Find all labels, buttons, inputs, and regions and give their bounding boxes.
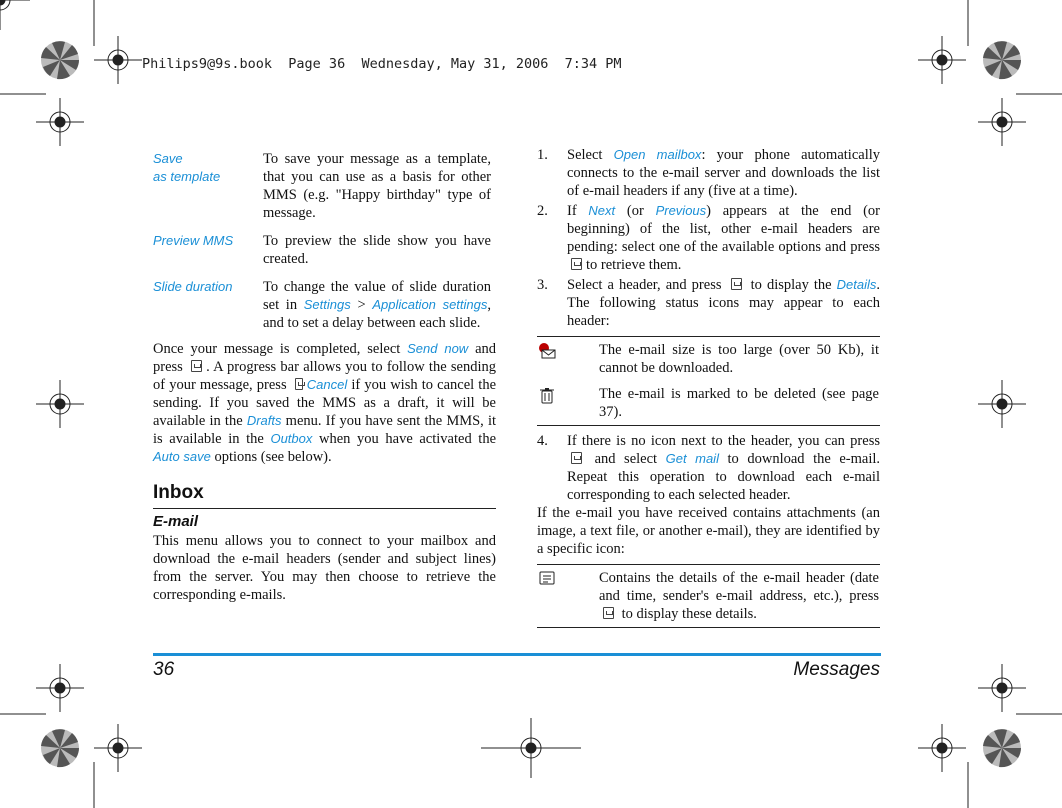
para-text: Once your message is completed, select (153, 341, 401, 357)
link-application-settings[interactable]: Application settings (372, 297, 488, 312)
attachment-icon-table (537, 564, 880, 628)
link-details[interactable]: Details (836, 277, 877, 292)
page-number: 36 (153, 659, 175, 680)
para-text: menu. If you have sent the MMS, it is available in the (153, 413, 497, 447)
link-settings[interactable]: Settings (303, 297, 351, 312)
step-text: If there is no icon next to the header, you can press (567, 433, 880, 449)
step-1 (537, 146, 880, 200)
step-3 (537, 276, 880, 330)
attachments-paragraph: If the e-mail you have received contains attachments (an image, a text file, or another e-mail), they are identified by a specific icon: (537, 505, 880, 557)
step-4 (537, 432, 880, 504)
section-heading-inbox: Inbox (153, 482, 204, 503)
ok-key-icon (571, 258, 582, 270)
ok-key-icon (191, 360, 202, 372)
heading-rule (153, 508, 496, 509)
para-text: options (see below). (214, 449, 332, 465)
desc-save-as-template: To save your message as a template, that you can use as a basis for other MMS (e.g. "Happy birthday" type of message. (263, 151, 491, 221)
right-column (537, 146, 880, 628)
step-number: 2. (537, 203, 548, 219)
ok-key-icon (571, 452, 582, 464)
ok-key-icon (603, 607, 614, 619)
attachment-row-details (537, 565, 880, 627)
definition-slide-duration (153, 278, 496, 332)
step-text: ) appears at the end (or beginning) of the list, other e-mail headers are pending: select one of the available options and press (567, 203, 881, 255)
footer-rule (153, 653, 881, 656)
link-previous[interactable]: Previous (655, 203, 707, 218)
step-text: : your phone automatically connects to the e-mail server and downloads the list of e-mail headers if any (five at a time). (567, 147, 880, 199)
cancel-key-icon (295, 378, 303, 390)
step-number: 4. (537, 433, 548, 449)
para-text: when you have activated the (319, 431, 497, 447)
email-details-icon (537, 569, 599, 623)
step-text: to display the (750, 277, 832, 293)
email-paragraph: This menu allows you to connect to your mailbox and download the e-mail headers (sender and subject lines) from the server. You may then choose to retrieve the corresponding e-mails. (153, 533, 496, 603)
email-too-large-icon (537, 341, 599, 377)
attachment-text (599, 569, 879, 623)
definition-preview (153, 232, 496, 268)
step-number: 3. (537, 277, 548, 293)
subheading-email: E-mail (153, 513, 199, 530)
status-icon-table (537, 336, 880, 426)
step-text: and select (594, 451, 658, 467)
step-text: . The following status icons may appear to each header: (567, 277, 881, 329)
status-row-delete (537, 381, 880, 425)
link-get-mail[interactable]: Get mail (665, 451, 719, 466)
link-send-now[interactable]: Send now (407, 341, 469, 356)
term-slide-duration: Slide duration (153, 279, 233, 294)
section-title: Messages (793, 659, 880, 680)
print-header-slug: Philips9@9s.book Page 36 Wednesday, May 31, 2006 7:34 PM (142, 56, 622, 72)
menu-separator: > (357, 297, 366, 313)
link-auto-save[interactable]: Auto save (153, 449, 211, 464)
para-text: and press (153, 341, 496, 375)
send-paragraph (153, 340, 496, 466)
term-preview-mms: Preview MMS (153, 233, 234, 248)
email-delete-icon (537, 385, 599, 421)
term-save-as-template: Save as template (153, 151, 221, 184)
status-row-too-large (537, 337, 880, 381)
slide-desc-text: To change the value of slide duration set in (263, 279, 491, 313)
desc-preview-mms: To preview the slide show you have created. (263, 233, 491, 267)
status-text: The e-mail size is too large (over 50 Kb), it cannot be downloaded. (599, 342, 879, 376)
slide-desc-tail: , and to set a delay between each slide. (263, 297, 492, 331)
left-column (153, 150, 496, 604)
step-number: 1. (537, 147, 548, 163)
link-drafts[interactable]: Drafts (246, 413, 282, 428)
link-outbox[interactable]: Outbox (270, 431, 313, 446)
ok-key-icon (731, 278, 742, 290)
step-text: If (567, 203, 577, 219)
para-text: . A progress bar allows you to follow the sending of your message, press (153, 359, 496, 393)
link-open-mailbox[interactable]: Open mailbox (613, 147, 702, 162)
desc-slide-duration (263, 278, 491, 332)
step-text: Select a header, and press (567, 277, 722, 293)
status-text: The e-mail is marked to be deleted (see page 37). (599, 386, 879, 420)
attachment-text-a: Contains the details of the e-mail header (date and time, sender's e-mail address, etc.), press (599, 570, 879, 604)
para-text: if you wish to cancel the sending. If you saved the MMS as a draft, it will be available in the (153, 377, 497, 429)
step-2 (537, 202, 880, 274)
link-cancel[interactable]: Cancel (306, 377, 348, 392)
step-text: to download the e-mail. Repeat this operation to download each e-mail corresponding to each selected header. (567, 451, 881, 503)
step-text: to retrieve them. (586, 257, 682, 273)
step-text: Select (567, 147, 603, 163)
step-text: (or (626, 203, 644, 219)
link-next[interactable]: Next (588, 203, 616, 218)
attachment-text-b: to display these details. (621, 606, 757, 622)
definition-save-template (153, 150, 496, 222)
